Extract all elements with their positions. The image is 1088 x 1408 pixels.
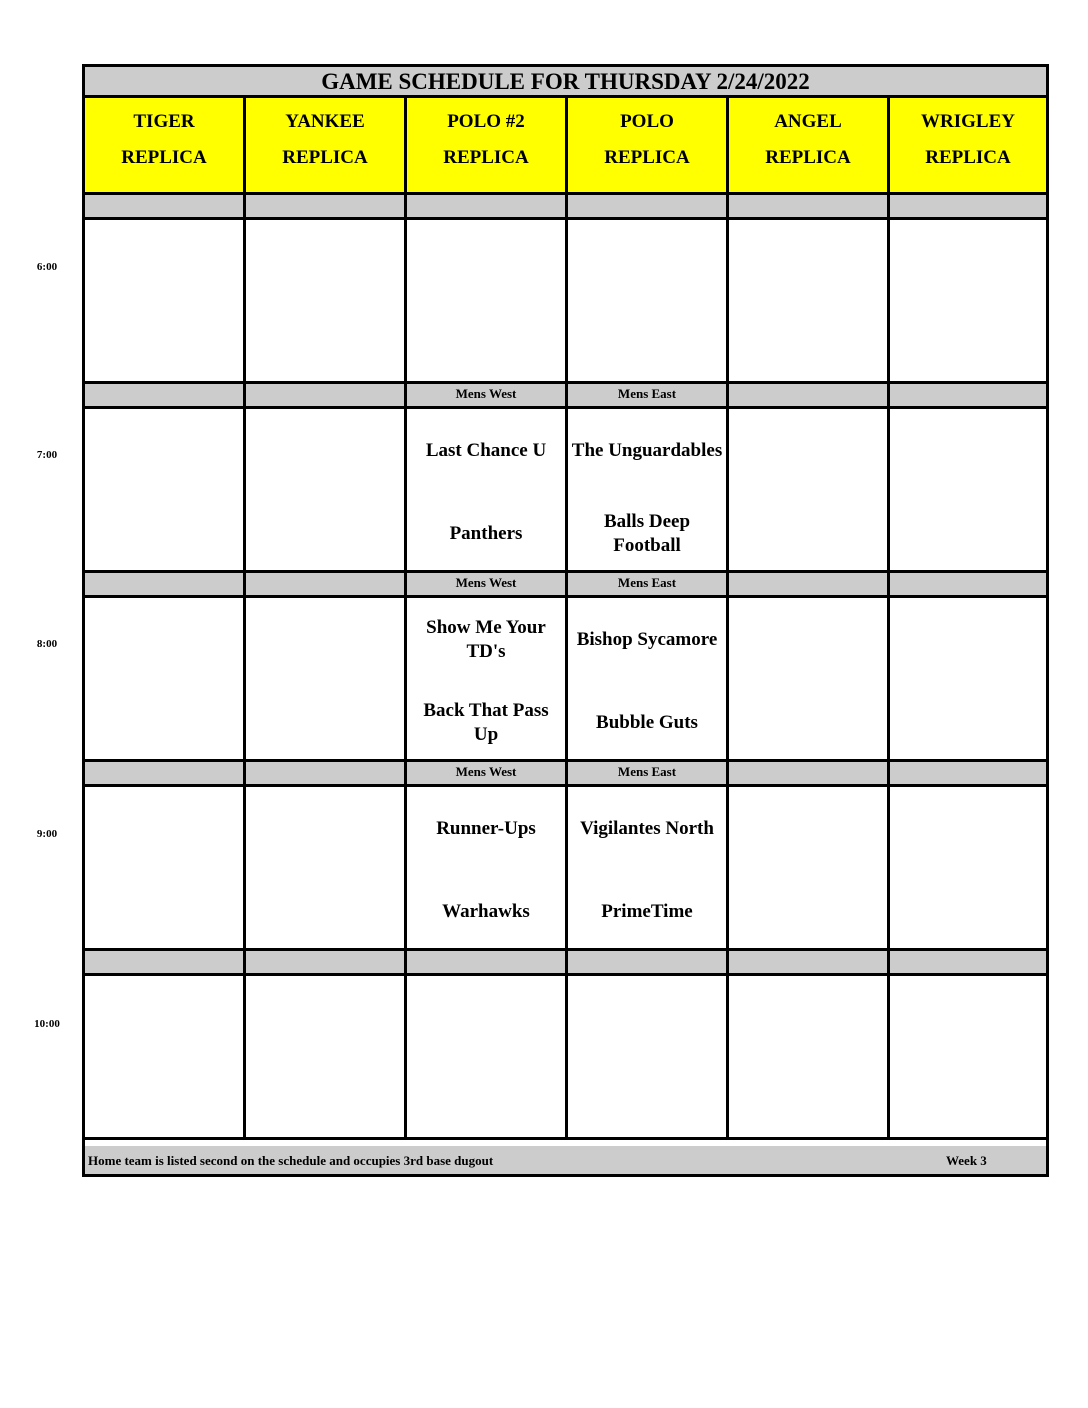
division-label (85, 951, 246, 976)
home-team: Bubble Guts (596, 712, 698, 733)
field-type: REPLICA (604, 147, 690, 168)
time-label: 9:00 (36, 828, 58, 840)
division-label (729, 762, 890, 787)
game-cell (568, 787, 729, 951)
division-label (568, 951, 729, 976)
field-name: ANGEL (774, 111, 842, 132)
division-label (890, 762, 1046, 787)
game-cell (407, 787, 568, 951)
schedule-table (82, 64, 1049, 1177)
game-cell (85, 409, 246, 573)
field-header-polo-2 (407, 98, 568, 195)
game-cell (246, 220, 407, 384)
game-cell (407, 598, 568, 762)
game-cell (568, 976, 729, 1140)
division-label (246, 762, 407, 787)
footer-bar (85, 1146, 1046, 1174)
game-cell (85, 598, 246, 762)
away-team: Last Chance U (425, 440, 547, 461)
home-team: Panthers (449, 523, 523, 544)
field-type: REPLICA (121, 147, 207, 168)
field-header-polo (568, 98, 729, 195)
division-label: Mens West (407, 573, 568, 598)
game-cell (568, 220, 729, 384)
time-label: 10:00 (34, 1018, 60, 1030)
home-team: PrimeTime (601, 901, 693, 922)
game-cell (729, 787, 890, 951)
game-cell (407, 220, 568, 384)
away-team: Show Me Your TD's (426, 617, 546, 662)
division-label (246, 195, 407, 220)
field-header-angel (729, 98, 890, 195)
field-name: YANKEE (285, 111, 365, 132)
away-team: Runner-Ups (436, 818, 536, 839)
field-name: POLO (620, 111, 674, 132)
division-label: Mens East (568, 573, 729, 598)
game-cell (890, 787, 1046, 951)
division-label: Mens West (407, 762, 568, 787)
field-name: POLO #2 (447, 111, 525, 132)
game-cell (729, 409, 890, 573)
division-label (407, 195, 568, 220)
game-cell (85, 976, 246, 1140)
away-team: Bishop Sycamore (576, 629, 718, 650)
game-cell (85, 220, 246, 384)
game-cell (246, 598, 407, 762)
division-label (890, 384, 1046, 409)
game-cell (246, 976, 407, 1140)
division-label (246, 573, 407, 598)
field-name: WRIGLEY (921, 111, 1015, 132)
game-cell (890, 409, 1046, 573)
game-cell (246, 409, 407, 573)
division-label (729, 951, 890, 976)
game-cell (407, 976, 568, 1140)
division-label (85, 384, 246, 409)
division-label: Mens East (568, 762, 729, 787)
schedule-title: GAME SCHEDULE FOR THURSDAY 2/24/2022 (85, 67, 1046, 98)
home-team: Balls Deep Football (603, 511, 691, 556)
home-team: Back That Pass Up (423, 700, 549, 745)
division-label: Mens East (568, 384, 729, 409)
game-cell (890, 220, 1046, 384)
division-label (729, 573, 890, 598)
division-label (729, 195, 890, 220)
game-cell (890, 598, 1046, 762)
week-label: Week 3 (946, 1153, 987, 1168)
game-cell (568, 409, 729, 573)
division-label (246, 384, 407, 409)
division-label: Mens West (407, 384, 568, 409)
field-header-tiger (85, 98, 246, 195)
home-team: Warhawks (442, 901, 530, 922)
game-cell (568, 598, 729, 762)
game-cell (246, 787, 407, 951)
division-label (890, 573, 1046, 598)
division-label (246, 951, 407, 976)
game-cell (890, 976, 1046, 1140)
division-label (407, 951, 568, 976)
game-cell (85, 787, 246, 951)
field-name: TIGER (133, 111, 195, 132)
field-type: REPLICA (443, 147, 529, 168)
away-team: The Unguardables (571, 440, 723, 461)
field-header-yankee (246, 98, 407, 195)
division-label (890, 195, 1046, 220)
field-type: REPLICA (925, 147, 1011, 168)
game-cell (729, 220, 890, 384)
footer-note: Home team is listed second on the schedule and occupies 3rd base dugout (88, 1153, 494, 1168)
division-label (85, 573, 246, 598)
game-cell (407, 409, 568, 573)
division-label (568, 195, 729, 220)
time-label: 6:00 (36, 261, 58, 273)
field-header-wrigley (890, 98, 1046, 195)
field-type: REPLICA (282, 147, 368, 168)
away-team: Vigilantes North (580, 818, 714, 839)
time-label: 8:00 (36, 638, 58, 650)
division-label (729, 384, 890, 409)
game-cell (729, 598, 890, 762)
time-label: 7:00 (36, 449, 58, 461)
division-label (890, 951, 1046, 976)
game-cell (729, 976, 890, 1140)
division-label (85, 195, 246, 220)
division-label (85, 762, 246, 787)
field-type: REPLICA (765, 147, 851, 168)
